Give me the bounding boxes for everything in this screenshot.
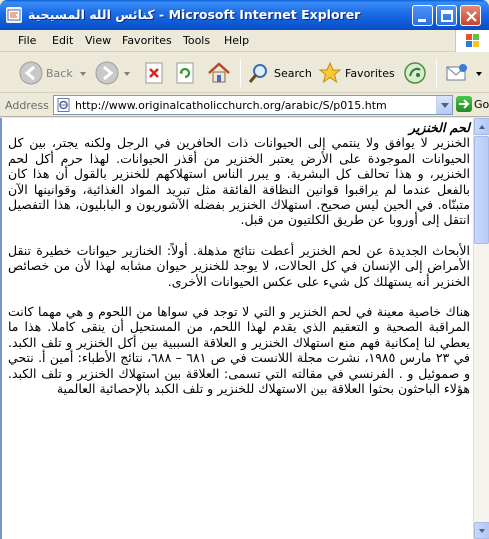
menu-bar <box>0 30 489 52</box>
refresh-icon <box>175 62 197 84</box>
search-label: Search <box>274 67 312 80</box>
close-button[interactable] <box>460 5 481 26</box>
home-button[interactable] <box>206 57 234 89</box>
refresh-button[interactable] <box>175 57 199 89</box>
scroll-up-button[interactable] <box>474 118 489 135</box>
search-button[interactable] <box>247 57 313 89</box>
go-label: Go <box>474 98 489 111</box>
address-input[interactable] <box>53 95 453 115</box>
home-icon <box>206 60 232 86</box>
menu-tools[interactable]: Tools <box>183 34 211 47</box>
menu-favorites[interactable]: Favorites <box>122 34 172 47</box>
toolbar-separator <box>240 59 241 87</box>
maximize-button[interactable] <box>436 5 457 26</box>
favorites-button[interactable] <box>318 57 396 89</box>
toolbar <box>0 53 489 93</box>
address-url: http://www.originalcatholicchurch.org/arabic/S/p015.htm <box>75 99 387 112</box>
menu-help[interactable]: Help <box>224 34 250 47</box>
internet-explorer-icon <box>6 7 22 23</box>
article-paragraph: هناك خاصية معينة في لحم الخنزير و التي لا توجد في سواها من اللحوم و هي مهما كانت المراقبة الصحية و التعقيم الذي يقدم لهذا اللحم، من المستحيل أن ينقى كاملا. هذا ما يعطي لنا إمكانية فهم منع استهلاك الخنزير و العلاقة السببية بين أكل الخنزير و تلف الكبد. في ٢٣ مارس ١٩٨٥، نشرت مجلة اللانست في ص ٦٨١ – ٦٨٨، نتائج الأطباء: أمين أ. نتحي و صموئيل و . الفرنسي في مقالته التي تسمى: العلاقة بين استهلاك الخنزير و تلف الكبد. هؤلاء الباحثون بحثوا العلاقة بين الاستهلاك للخنزير و تلف الكبد بالإحصائية العالمية <box>8 304 470 397</box>
menu-view[interactable]: View <box>85 34 112 47</box>
windows-flag-icon <box>456 30 489 52</box>
scroll-thumb[interactable] <box>474 136 489 244</box>
minimize-icon <box>413 6 434 27</box>
menu-edit[interactable]: Edit <box>52 34 74 47</box>
back-arrow-icon <box>18 60 44 86</box>
stop-button[interactable] <box>144 57 168 89</box>
go-arrow-icon <box>456 96 472 112</box>
mail-dropdown-icon[interactable] <box>476 72 482 76</box>
address-dropdown-icon[interactable] <box>436 96 452 114</box>
menu-file[interactable]: File <box>18 34 37 47</box>
back-dropdown-icon[interactable] <box>80 72 86 76</box>
close-icon <box>461 6 482 27</box>
article-paragraph: الأبحاث الجديدة عن لحم الخنزير أعطت نتائج مذهلة. أولاً: الخنازير حيوانات خطيرة تنقل الأمراض إلى الإنسان في كل الحالات، لا يوجد للخنزير حيوان مشابه لهذا لأن من خصائص الخنزير أنه يستهلك كل شيء على عكس الحيوانات الأخرى. <box>8 242 470 289</box>
forward-arrow-icon <box>94 60 120 86</box>
windows-logo <box>455 30 489 52</box>
forward-dropdown-icon[interactable] <box>124 72 130 76</box>
favorites-label: Favorites <box>345 67 395 80</box>
title-bar[interactable] <box>0 0 489 30</box>
vertical-scrollbar[interactable] <box>473 118 489 539</box>
toolbar-separator-2 <box>436 59 437 87</box>
article-paragraph: الخنزير لا يوافق ولا ينتمي إلى الحيوانات ذات الحافرين في الرجل ولكنه يجتر، بين كل الحيوانات الموجودة على الأرض يعتبر الخنزير من أقذر الحيوانات. لهذا حرم أكل لحم الخنزير، و هذا تحالف كل البشرية. و يبرر الناس استهلاكهم للخنزير بالقول أن هذا كان بالفعل عندما لم يراقبوا قوانين النظافة الفائقة مثل تبريد المواد الغذائية، وقوانينها الآن متبنّاه. في الحين ليس صحيح. استهلاك الخنزير بفضله الآشوريون و البابليون، هذا التفصيل انتقل إلى أوروبا عن طريق الكلتيون من قبل. <box>8 135 470 228</box>
page-icon <box>57 98 71 112</box>
mail-icon <box>444 60 470 86</box>
back-button[interactable] <box>18 57 88 89</box>
go-button[interactable] <box>456 96 489 114</box>
media-button[interactable] <box>402 57 430 89</box>
article <box>8 120 470 412</box>
media-icon <box>402 60 428 86</box>
stop-icon <box>144 62 166 84</box>
address-label: Address <box>5 99 49 112</box>
back-label: Back <box>46 67 73 80</box>
scroll-down-button[interactable] <box>474 522 489 539</box>
window-title: كنائس الله المسيحية - Microsoft Internet Explorer <box>28 7 361 22</box>
address-bar <box>0 93 489 117</box>
search-icon <box>247 61 271 85</box>
mail-button[interactable] <box>444 57 484 89</box>
page-content <box>0 118 473 539</box>
forward-button[interactable] <box>94 57 134 89</box>
maximize-icon <box>437 6 458 27</box>
favorites-star-icon <box>318 61 342 85</box>
minimize-button[interactable] <box>412 5 433 26</box>
article-title: لحم الخنزير <box>409 120 470 135</box>
